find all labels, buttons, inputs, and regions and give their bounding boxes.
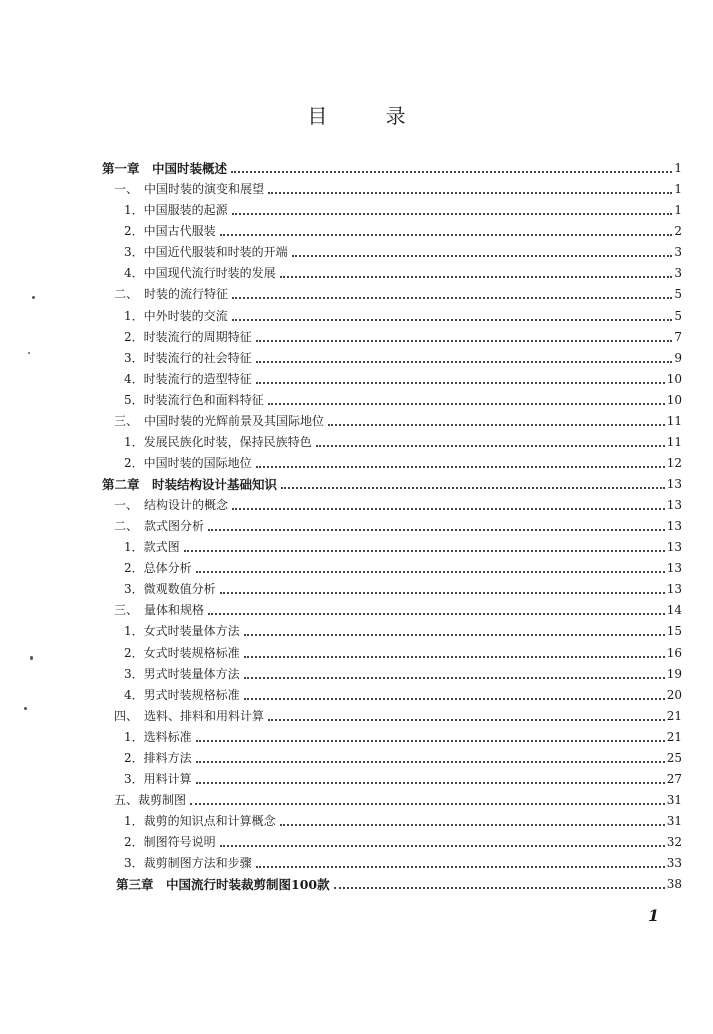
toc-leader-dots — [280, 275, 673, 278]
toc-leader-dots — [244, 676, 665, 679]
toc-entry-label: 三、 量体和规格 — [114, 603, 205, 618]
toc-entry — [102, 558, 682, 579]
toc-entry — [102, 664, 682, 685]
scan-speck — [30, 656, 33, 660]
toc-entry-page: 31 — [666, 814, 682, 828]
toc-entry-page: 13 — [666, 498, 682, 513]
toc-entry-label: 1．裁剪的知识点和计算概念 — [124, 814, 276, 828]
toc-entry-page: 33 — [666, 856, 682, 871]
toc-entry — [102, 621, 682, 642]
toc-entry — [102, 327, 682, 348]
toc-leader-dots — [196, 760, 665, 763]
toc-entry-page: 31 — [666, 792, 682, 807]
toc-leader-dots — [244, 655, 665, 658]
toc-entry-label: 一、 中国时装的演变和展望 — [114, 182, 265, 197]
toc-leader-dots — [281, 486, 665, 489]
toc-entry-label: 2．中国古代服装 — [124, 224, 216, 239]
toc-leader-dots — [232, 507, 665, 510]
toc-entry-label: 四、 选料、排料和用料计算 — [114, 708, 265, 723]
toc-entry-page: 13 — [666, 477, 682, 491]
toc-entry-label: 2．总体分析 — [124, 561, 192, 576]
toc-entry-label: 第一章 中国时装概述 — [102, 161, 228, 177]
toc-entry-label: 1．中国服装的起源 — [124, 203, 228, 218]
toc-entry-label: 5．时装流行色和面料特征 — [124, 392, 264, 407]
toc-entry-page: 15 — [666, 624, 682, 639]
toc-entry-page: 14 — [666, 603, 682, 618]
toc-entry-label: 二、 时装的流行特征 — [114, 287, 229, 302]
toc-entry — [102, 242, 682, 263]
toc-leader-dots — [316, 444, 665, 447]
page-title — [0, 100, 713, 129]
toc-entry-page: 27 — [666, 771, 682, 786]
toc-entry — [102, 221, 682, 242]
toc-leader-dots — [232, 296, 672, 299]
toc-entry-label: 1．选料标准 — [124, 729, 192, 744]
toc-entry — [102, 832, 682, 853]
toc-leader-dots — [292, 254, 673, 257]
toc-leader-dots — [220, 233, 673, 236]
toc-entry-page: 3 — [674, 266, 682, 281]
toc-entry — [102, 579, 682, 600]
toc-leader-dots — [232, 212, 673, 215]
toc-leader-dots — [196, 781, 665, 784]
toc-entry-page: 3 — [674, 245, 682, 260]
toc-leader-dots — [256, 381, 665, 384]
toc-leader-dots — [256, 339, 673, 342]
toc-entry-label: 2．女式时装规格标准 — [124, 645, 240, 660]
toc-leader-dots — [220, 591, 665, 594]
toc-entry-page: 32 — [666, 835, 682, 850]
toc-entry-page: 1 — [674, 161, 682, 176]
toc-entry — [102, 727, 682, 748]
toc-entry — [102, 516, 682, 537]
toc-leader-dots — [280, 823, 665, 826]
scan-speck — [32, 296, 35, 299]
toc-entry-page: 13 — [666, 582, 682, 597]
toc-leader-dots — [256, 360, 673, 363]
toc-leader-dots — [256, 865, 665, 868]
toc-entry-page: 21 — [666, 708, 682, 723]
toc-entry-label: 五、裁剪制图 — [114, 792, 187, 807]
toc-entry — [102, 284, 682, 305]
toc-entry-page: 9 — [674, 350, 682, 365]
toc-entry-label: 4．时装流行的造型特征 — [124, 371, 252, 386]
toc-entry-label: 2．制图符号说明 — [124, 835, 216, 850]
toc-entry — [102, 453, 682, 474]
toc-entry-label: 3．裁剪制图方法和步骤 — [124, 856, 252, 871]
toc-entry — [102, 790, 682, 811]
toc-entry-label: 1．中外时装的交流 — [124, 308, 228, 323]
toc-leader-dots — [268, 191, 672, 194]
toc-entry-label: 2．中国时装的国际地位 — [124, 455, 252, 470]
toc-leader-dots — [196, 570, 665, 573]
toc-entry-label: 1．款式图 — [124, 540, 180, 555]
toc-entry — [102, 474, 682, 495]
toc-leader-dots — [232, 318, 673, 321]
toc-entry-page: 10 — [666, 371, 682, 386]
toc-entry-label: 第三章 中国流行时装裁剪制图100款 — [116, 877, 330, 893]
toc-entry-page: 1 — [674, 182, 682, 197]
toc-entry — [102, 853, 682, 874]
toc-entry — [102, 600, 682, 621]
toc-entry — [102, 748, 682, 769]
title-char-1: 目 — [307, 104, 328, 128]
toc-entry-label: 三、 中国时装的光辉前景及其国际地位 — [114, 413, 325, 428]
toc-entry — [102, 537, 682, 558]
toc-entry-label: 二、 款式图分析 — [114, 519, 205, 534]
toc-entry — [102, 811, 682, 832]
toc-entry-page: 13 — [666, 519, 682, 534]
toc-leader-dots — [268, 402, 665, 405]
toc-entry — [102, 706, 682, 727]
toc-entry-page: 11 — [666, 434, 682, 449]
toc-leader-dots — [184, 549, 665, 552]
toc-leader-dots — [196, 739, 665, 742]
toc-entry-label: 第二章 时装结构设计基础知识 — [102, 477, 278, 492]
toc-entry-label: 一、 结构设计的概念 — [114, 498, 229, 513]
toc-leader-dots — [268, 718, 665, 721]
toc-entry-page: 2 — [674, 224, 682, 239]
toc-entry — [102, 495, 682, 516]
toc-leader-dots — [208, 612, 665, 615]
toc-leader-dots — [256, 465, 665, 468]
table-of-contents — [102, 158, 682, 895]
toc-entry-label: 4．男式时装规格标准 — [124, 687, 240, 702]
toc-entry — [102, 200, 682, 221]
toc-entry — [102, 874, 682, 895]
toc-entry-label: 3．用料计算 — [124, 771, 192, 786]
toc-leader-dots — [334, 886, 665, 889]
toc-entry-label: 3．微观数值分析 — [124, 582, 216, 597]
toc-entry — [102, 305, 682, 326]
toc-entry-page: 13 — [666, 561, 682, 576]
toc-entry-page: 5 — [674, 287, 682, 302]
toc-entry-label: 3．男式时装量体方法 — [124, 666, 240, 681]
toc-entry-page: 12 — [666, 455, 682, 470]
toc-entry — [102, 263, 682, 284]
toc-entry-page: 1 — [674, 203, 682, 218]
toc-entry — [102, 642, 682, 663]
toc-entry-label: 4．中国现代流行时装的发展 — [124, 266, 276, 281]
toc-entry-page: 13 — [666, 540, 682, 555]
title-char-2: 录 — [385, 104, 406, 128]
scan-speck — [28, 352, 30, 354]
toc-entry-page: 10 — [666, 392, 682, 407]
toc-entry — [102, 685, 682, 706]
toc-entry-page: 7 — [674, 329, 682, 344]
toc-entry — [102, 369, 682, 390]
toc-entry-page: 21 — [666, 729, 682, 744]
toc-entry-label: 1．发展民族化时装，保持民族特色 — [124, 434, 312, 449]
toc-entry — [102, 769, 682, 790]
toc-entry — [102, 411, 682, 432]
toc-entry-page: 5 — [674, 308, 682, 323]
toc-leader-dots — [208, 528, 665, 531]
toc-entry — [102, 390, 682, 411]
toc-leader-dots — [244, 697, 665, 700]
toc-entry — [102, 158, 682, 179]
toc-entry-page: 19 — [666, 666, 682, 681]
scan-speck — [24, 707, 27, 710]
toc-entry-page: 25 — [666, 750, 682, 765]
toc-leader-dots — [231, 170, 672, 173]
toc-leader-dots — [328, 423, 665, 426]
toc-entry-page: 16 — [666, 645, 682, 660]
toc-leader-dots — [190, 802, 665, 805]
toc-entry-label: 2．排料方法 — [124, 750, 192, 765]
toc-entry — [102, 348, 682, 369]
toc-entry-page: 38 — [666, 877, 682, 892]
toc-entry-label: 3．中国近代服装和时装的开端 — [124, 245, 288, 260]
toc-leader-dots — [244, 633, 665, 636]
toc-entry — [102, 432, 682, 453]
toc-entry-label: 2．时装流行的周期特征 — [124, 329, 252, 344]
toc-entry-page: 11 — [666, 413, 682, 428]
toc-entry-label: 1．女式时装量体方法 — [124, 624, 240, 639]
toc-entry — [102, 179, 682, 200]
toc-entry-page: 20 — [666, 687, 682, 702]
page-number: 1 — [648, 906, 660, 925]
toc-entry-label: 3．时装流行的社会特征 — [124, 350, 252, 365]
toc-leader-dots — [220, 844, 665, 847]
